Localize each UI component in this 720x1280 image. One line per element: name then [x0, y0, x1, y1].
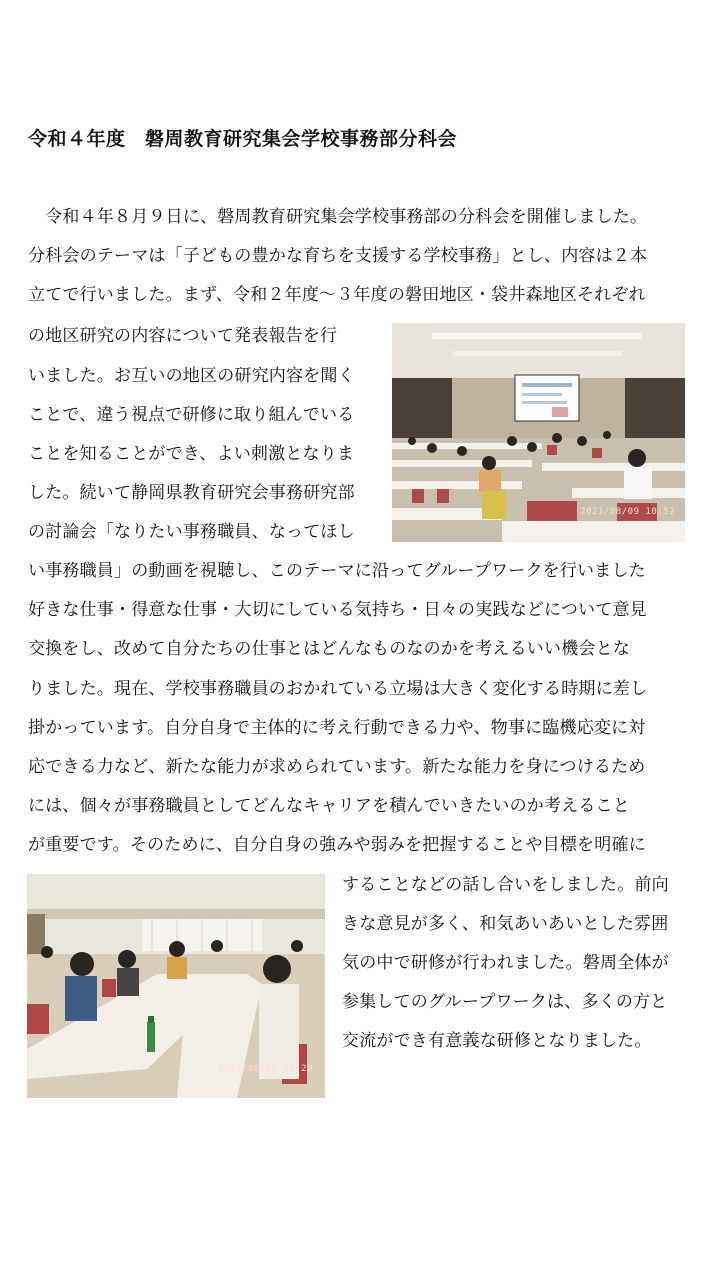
body-line: 交流ができ有意義な研修となりました。	[342, 1031, 652, 1051]
body-line: いました。お互いの地区の研究内容を聞く	[28, 366, 355, 386]
body-line: りました。現在、学校事務職員のおかれている立場は大きく変化する時期に差し	[28, 679, 648, 699]
body-line: 交換をし、改めて自分たちの仕事とはどんなものなのかを考えるいい機会とな	[28, 639, 630, 659]
body-line: 参集してのグループワークは、多くの方と	[342, 992, 668, 1012]
body-line: 分科会のテーマは「子どもの豊かな育ちを支援する学校事務」とし、内容は２本	[28, 246, 648, 266]
body-line: 応できる力など、新たな能力が求められています。新たな能力を身につけるため	[28, 757, 646, 777]
body-line: い事務職員」の動画を視聴し、このテーマに沿ってグループワークを行いました	[28, 561, 646, 581]
body-line: 立てで行いました。まず、令和２年度～３年度の磐田地区・袋井森地区それぞれ	[28, 285, 646, 305]
seminar-hall-photo	[392, 323, 685, 542]
body-line: ことで、違う視点で研修に取り組んでいる	[28, 405, 355, 425]
body-line: が重要です。そのために、自分自身の強みや弱みを把握することや目標を明確に	[28, 835, 646, 855]
body-line: の地区研究の内容について発表報告を行	[28, 326, 338, 346]
photo-timestamp: 2021/08/09 10:52	[580, 507, 675, 517]
body-line: ことを知ることができ、よい刺激となりま	[28, 444, 355, 464]
group-work-photo	[27, 874, 325, 1098]
page-title: 令和４年度 磐周教育研究集会学校事務部分科会	[28, 128, 458, 150]
body-line: きな意見が多く、和気あいあいとした雰囲	[342, 914, 669, 934]
body-line: 気の中で研修が行われました。磐周全体が	[342, 953, 669, 973]
body-line: の討論会「なりたい事務職員、なってほし	[28, 522, 355, 542]
body-line: 掛かっています。自分自身で主体的に考え行動できる力や、物事に臨機応変に対	[28, 718, 646, 738]
photo-timestamp: 2021/08/09 11:20	[218, 1064, 313, 1074]
body-line: することなどの話し合いをしました。前向	[342, 875, 669, 895]
body-line: 令和４年８月９日に、磐周教育研究集会学校事務部の分科会を開催しました。	[28, 207, 648, 227]
body-line: には、個々が事務職員としてどんなキャリアを積んでいきたいのか考えること	[28, 796, 630, 816]
body-line: した。続いて静岡県教育研究会事務研究部	[28, 483, 355, 503]
body-line: 好きな仕事・得意な仕事・大切にしている気持ち・日々の実践などについて意見	[28, 600, 647, 620]
